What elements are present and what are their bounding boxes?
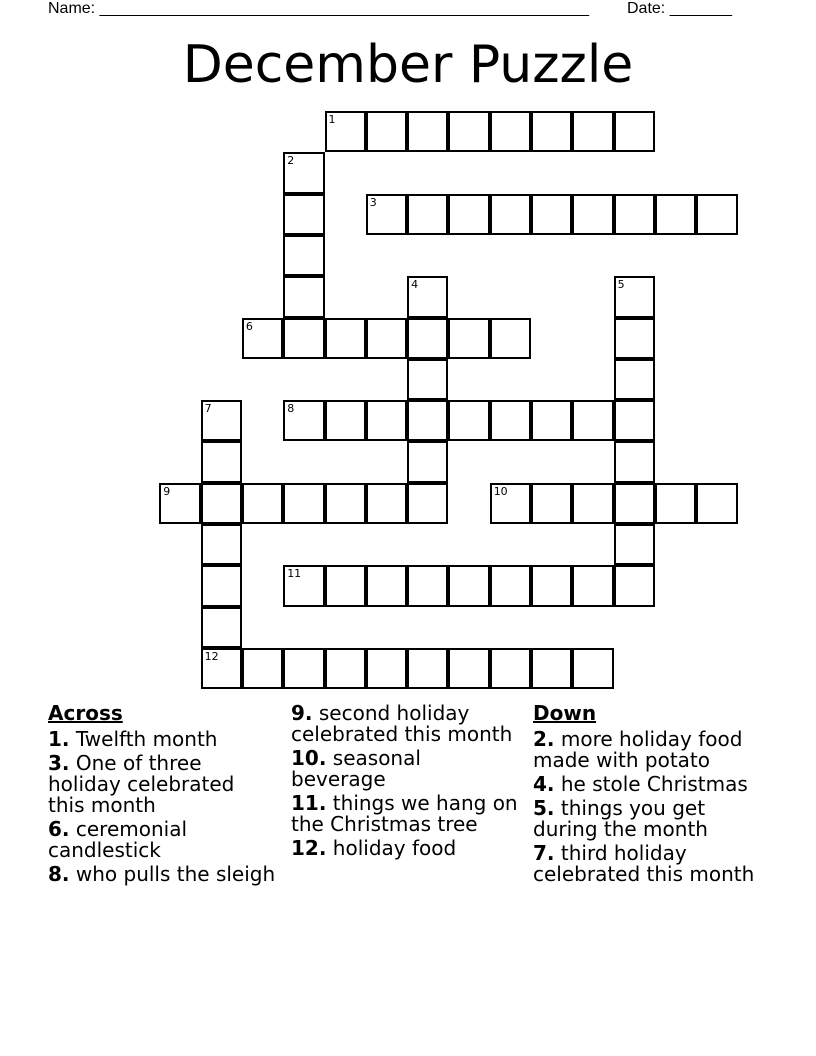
crossword-cell[interactable]	[366, 483, 407, 524]
clue-text: third holiday celebrated this month	[533, 841, 755, 886]
crossword-cell[interactable]	[614, 400, 655, 441]
clue-text: more holiday food made with potato	[533, 727, 743, 772]
cell-number: 11	[287, 567, 302, 581]
crossword-cell[interactable]	[696, 483, 737, 524]
crossword-cell[interactable]	[531, 400, 572, 441]
cell-number: 12	[204, 649, 219, 663]
cell-number: 3	[369, 195, 377, 209]
clue-number: 2.	[533, 727, 555, 751]
crossword-cell[interactable]	[283, 276, 324, 317]
crossword-cell[interactable]	[448, 648, 489, 689]
clue-text: things you get during the month	[533, 796, 708, 841]
crossword-cell[interactable]	[448, 111, 489, 152]
clue-text: One of three holiday celebrated this month	[48, 751, 235, 817]
cell-number: 1	[328, 113, 336, 126]
clue-across-3	[48, 753, 276, 816]
crossword-cell[interactable]	[448, 400, 489, 441]
crossword-cell[interactable]	[325, 483, 366, 524]
crossword-cell[interactable]	[614, 524, 655, 565]
crossword-cell[interactable]	[614, 359, 655, 400]
clue-across-12	[291, 838, 519, 859]
crossword-cell[interactable]	[490, 400, 531, 441]
clue-number: 6.	[48, 817, 70, 841]
crossword-cell[interactable]	[159, 483, 200, 524]
crossword-cell[interactable]	[448, 194, 489, 235]
crossword-cell[interactable]	[448, 565, 489, 606]
clue-across-6	[48, 819, 276, 861]
clues-column-3	[533, 703, 763, 888]
clue-number: 3.	[48, 751, 70, 775]
clue-number: 7.	[533, 841, 555, 865]
date-field-label: Date: _______	[627, 0, 732, 17]
crossword-cell[interactable]	[366, 111, 407, 152]
clue-number: 12.	[291, 836, 327, 860]
clue-down-4	[533, 774, 763, 795]
cell-number: 4	[411, 278, 419, 292]
crossword-cell[interactable]	[201, 648, 242, 689]
down-heading: Down	[533, 701, 597, 725]
crossword-cell[interactable]	[325, 111, 366, 152]
clue-across-10	[291, 748, 519, 790]
clue-across-11	[291, 793, 519, 835]
clue-number: 4.	[533, 772, 555, 796]
crossword-cell[interactable]	[325, 400, 366, 441]
crossword-cell[interactable]	[366, 194, 407, 235]
crossword-cell[interactable]	[407, 318, 448, 359]
clue-down-2	[533, 729, 763, 771]
crossword-cell[interactable]	[201, 483, 242, 524]
crossword-cell[interactable]	[572, 483, 613, 524]
crossword-cell[interactable]	[531, 483, 572, 524]
clue-across-9	[291, 703, 519, 745]
clue-number: 9.	[291, 701, 313, 725]
clue-text: who pulls the sleigh	[75, 862, 276, 886]
clue-down-5	[533, 798, 763, 840]
crossword-cell[interactable]	[531, 565, 572, 606]
crossword-cell[interactable]	[614, 565, 655, 606]
crossword-cell[interactable]	[283, 648, 324, 689]
clue-down-7	[533, 843, 763, 885]
crossword-cell[interactable]	[614, 111, 655, 152]
crossword-cell[interactable]	[407, 194, 448, 235]
cell-number: 2	[287, 154, 295, 168]
clue-across-8	[48, 864, 276, 885]
crossword-cell[interactable]	[407, 400, 448, 441]
crossword-cell[interactable]	[614, 194, 655, 235]
crossword-cell[interactable]	[614, 483, 655, 524]
crossword-cell[interactable]	[201, 565, 242, 606]
crossword-cell[interactable]	[283, 235, 324, 276]
crossword-cell[interactable]	[572, 111, 613, 152]
crossword-cell[interactable]	[614, 276, 655, 317]
crossword-cell[interactable]	[201, 400, 242, 441]
crossword-cell[interactable]	[490, 483, 531, 524]
cell-number: 6	[245, 319, 253, 333]
clue-number: 1.	[48, 727, 70, 751]
crossword-cell[interactable]	[531, 194, 572, 235]
crossword-cell[interactable]	[283, 483, 324, 524]
crossword-cell[interactable]	[407, 441, 448, 482]
crossword-cell[interactable]	[696, 194, 737, 235]
crossword-cell[interactable]	[325, 648, 366, 689]
crossword-cell[interactable]	[283, 400, 324, 441]
clue-number: 10.	[291, 746, 327, 770]
cell-number: 10	[493, 484, 508, 498]
cell-number: 8	[287, 402, 295, 416]
clue-across-1	[48, 729, 276, 750]
crossword-cell[interactable]	[572, 400, 613, 441]
crossword-cell[interactable]	[242, 648, 283, 689]
clue-number: 8.	[48, 862, 70, 886]
clues-column-1	[48, 703, 276, 888]
cell-number: 5	[617, 278, 625, 292]
across-heading: Across	[48, 701, 123, 725]
crossword-cell[interactable]	[614, 318, 655, 359]
clues-column-2	[291, 703, 519, 862]
crossword-cell[interactable]	[572, 194, 613, 235]
crossword-cell[interactable]	[407, 483, 448, 524]
crossword-cell[interactable]	[325, 318, 366, 359]
crossword-cell[interactable]	[242, 318, 283, 359]
crossword-cell[interactable]	[655, 483, 696, 524]
crossword-cell[interactable]	[201, 524, 242, 565]
crossword-cell[interactable]	[366, 565, 407, 606]
clue-text: he stole Christmas	[560, 772, 748, 796]
crossword-cell[interactable]	[325, 565, 366, 606]
clue-text: seasonal beverage	[291, 746, 421, 791]
crossword-cell[interactable]	[490, 318, 531, 359]
crossword-cell[interactable]	[366, 318, 407, 359]
crossword-cell[interactable]	[242, 483, 283, 524]
crossword-cell[interactable]	[448, 318, 489, 359]
crossword-cell[interactable]	[407, 565, 448, 606]
crossword-cell[interactable]	[407, 359, 448, 400]
crossword-cell[interactable]	[201, 607, 242, 648]
crossword-cell[interactable]	[407, 276, 448, 317]
crossword-cell[interactable]	[490, 565, 531, 606]
crossword-cell[interactable]	[407, 648, 448, 689]
clue-number: 11.	[291, 791, 327, 815]
puzzle-title: December Puzzle	[182, 35, 634, 95]
clue-number: 5.	[533, 796, 555, 820]
crossword-cell[interactable]	[283, 565, 324, 606]
crossword-cell[interactable]	[655, 194, 696, 235]
clue-text: ceremonial candlestick	[48, 817, 188, 862]
crossword-cell[interactable]	[572, 565, 613, 606]
crossword-cell[interactable]	[572, 648, 613, 689]
cell-number: 9	[163, 484, 171, 498]
crossword-cell[interactable]	[283, 194, 324, 235]
crossword-cell[interactable]	[490, 194, 531, 235]
crossword-cell[interactable]	[407, 111, 448, 152]
clue-text: holiday food	[332, 836, 457, 860]
crossword-cell[interactable]	[366, 648, 407, 689]
clue-text: Twelfth month	[75, 727, 218, 751]
crossword-cell[interactable]	[531, 648, 572, 689]
crossword-cell[interactable]	[531, 111, 572, 152]
clue-text: things we hang on the Christmas tree	[291, 791, 518, 836]
crossword-cell[interactable]	[283, 152, 324, 193]
crossword-cell[interactable]	[490, 648, 531, 689]
name-field-label: Name: _______________________________________________________	[48, 0, 589, 17]
crossword-cell[interactable]	[614, 441, 655, 482]
crossword-cell[interactable]	[283, 318, 324, 359]
cell-number: 7	[204, 402, 212, 416]
crossword-cell[interactable]	[366, 400, 407, 441]
clue-text: second holiday celebrated this month	[291, 701, 513, 746]
crossword-cell[interactable]	[201, 441, 242, 482]
crossword-cell[interactable]	[490, 111, 531, 152]
